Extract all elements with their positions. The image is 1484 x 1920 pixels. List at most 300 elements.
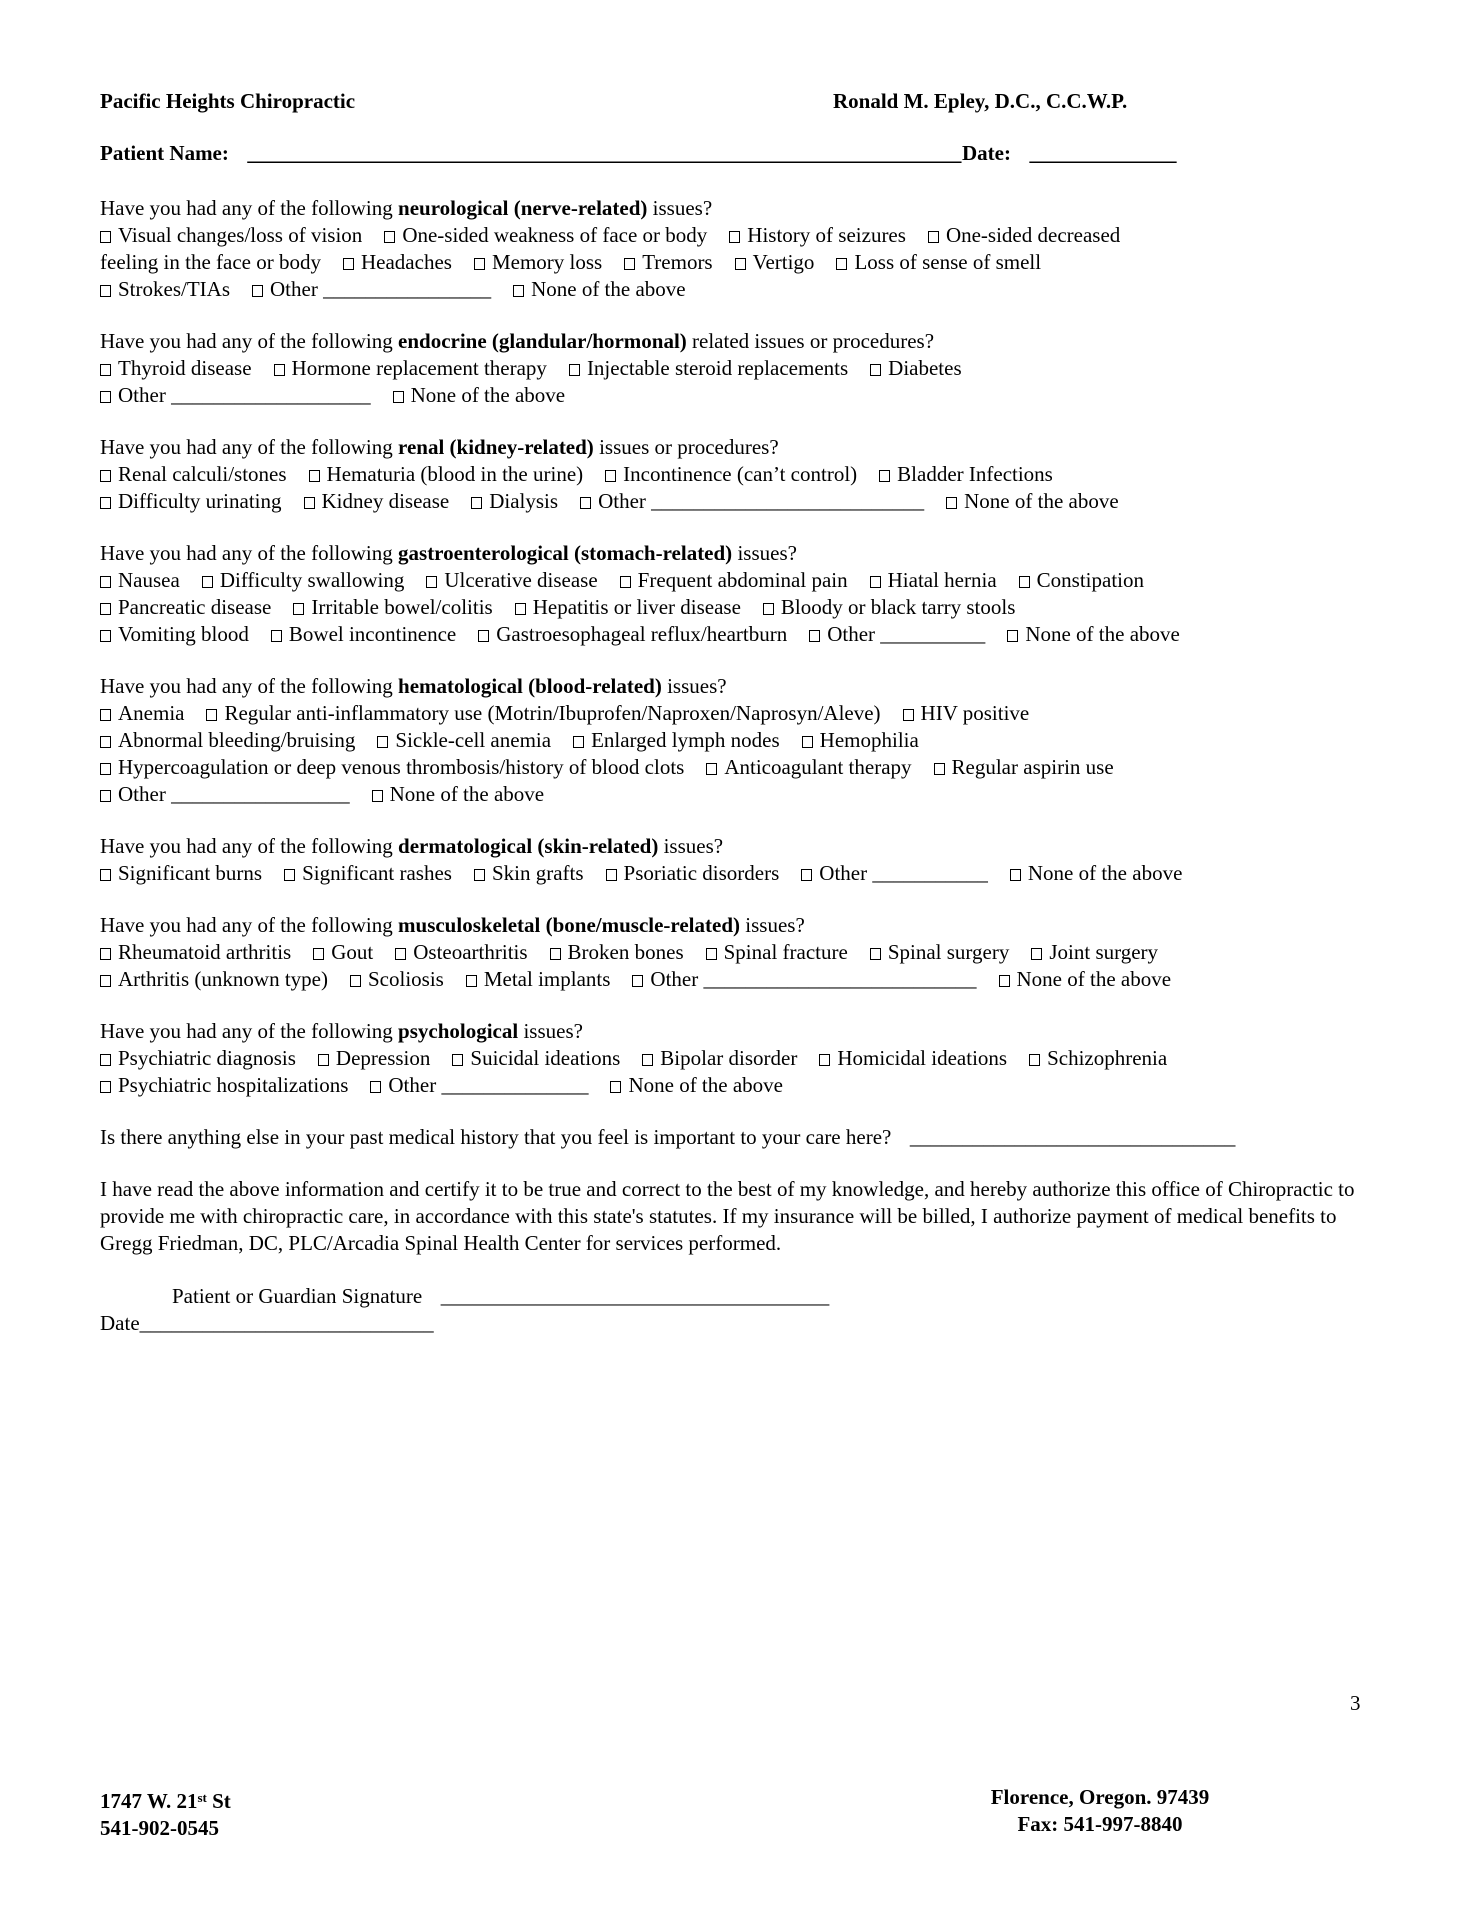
checkbox-musculoskeletal-osteoarthritis[interactable] [395,948,406,960]
question-endocrine [100,328,1388,355]
checkbox-renal-incontinence-can-t-control[interactable] [605,470,616,482]
option-label: Other __________ [827,622,986,646]
additional-history-question: Is there anything else in your past medical history that you feel is important to your care here? [100,1125,892,1149]
form-header [100,88,1388,115]
option-label: None of the above [1025,622,1180,646]
checkbox-gastroenterological-other[interactable] [809,630,820,642]
option-renal-bladder-infections [879,462,1053,486]
checkbox-musculoskeletal-joint-surgery[interactable] [1031,948,1042,960]
option-gastroenterological-none-of-the-above [1007,622,1180,646]
date-label: Date: [962,141,1011,165]
option-label: Other ______________ [388,1073,589,1097]
option-neurological-visual-changes-loss-of-vision [100,223,362,247]
checkbox-renal-hematuria-blood-in-the-urine[interactable] [309,470,320,482]
checkbox-psychological-psychiatric-hospitalizations[interactable] [100,1081,111,1093]
checkbox-endocrine-hormone-replacement-therapy[interactable] [274,364,285,376]
section-dermatological [100,833,1388,887]
option-label: None of the above [1016,967,1172,991]
option-label: Hypercoagulation or deep venous thrombosis/history of blood clots [118,755,685,779]
question-suffix: issues? [647,196,713,220]
checkbox-endocrine-injectable-steroid-replacements[interactable] [569,364,580,376]
option-gastroenterological-irritable-bowel-colitis [293,595,492,619]
question-prefix: Have you had any of the following [100,541,399,565]
doctor-name: Ronald M. Epley, D.C., C.C.W.P. [833,89,1128,113]
checkbox-endocrine-none-of-the-above[interactable] [393,391,404,403]
checkbox-dermatological-significant-burns[interactable] [100,869,111,881]
question-topic: psychological [398,1019,519,1043]
section-endocrine [100,328,1388,409]
checkbox-hematological-regular-anti-inflammatory-use-motrin-ibu[interactable] [206,709,217,721]
question-topic: endocrine (glandular/hormonal) [398,329,687,353]
option-musculoskeletal-metal-implants [466,967,611,991]
option-label: Psychiatric hospitalizations [118,1073,349,1097]
checkbox-endocrine-thyroid-disease[interactable] [100,364,111,376]
option-label: Gastroesophageal reflux/heartburn [496,622,788,646]
option-dermatological-none-of-the-above [1010,861,1183,885]
patient-info-row [100,140,1388,167]
option-line [100,939,1388,966]
option-label: Arthritis (unknown type) [118,967,328,991]
option-label: Incontinence (can’t control) [623,462,858,486]
question-hematological [100,673,1388,700]
option-gastroenterological-bowel-incontinence [271,622,456,646]
option-hematological-regular-anti-inflammatory-use-motrin-ibu [206,701,880,725]
question-prefix: Have you had any of the following [100,329,399,353]
option-renal-hematuria-blood-in-the-urine [309,462,584,486]
option-neurological-history-of-seizures [729,223,906,247]
option-hematological-hypercoagulation-or-deep-venous-thrombos [100,755,684,779]
option-neurological-one-sided-weakness-of-face-or-body [384,223,707,247]
checkbox-neurological-vertigo[interactable] [735,258,746,270]
option-label: None of the above [964,489,1119,513]
signature-date-field[interactable]: ____________________________ [139,1311,434,1335]
option-label: Tremors [642,250,713,274]
option-label: Ulcerative disease [444,568,598,592]
section-gastroenterological [100,540,1388,648]
section-musculoskeletal [100,912,1388,993]
option-label: Nausea [118,568,180,592]
option-psychological-none-of-the-above [610,1073,783,1097]
option-endocrine-diabetes [870,356,961,380]
option-label: HIV positive [920,701,1030,725]
option-dermatological-skin-grafts [474,861,584,885]
signature-date-label: Date [100,1311,140,1335]
option-line [100,727,1388,754]
question-topic: neurological (nerve-related) [398,196,648,220]
checkbox-renal-other[interactable] [580,497,591,509]
question-suffix: issues? [661,674,727,698]
option-label: One-sided decreased [945,223,1121,247]
checkbox-musculoskeletal-other[interactable] [632,975,643,987]
option-gastroenterological-frequent-abdominal-pain [620,568,848,592]
option-label: feeling in the face or body [100,250,321,274]
checkbox-gastroenterological-constipation[interactable] [1019,576,1030,588]
checkbox-dermatological-significant-rashes[interactable] [284,869,295,881]
question-topic: dermatological (skin-related) [398,834,659,858]
checkbox-renal-dialysis[interactable] [471,497,482,509]
option-label: Loss of sense of smell [854,250,1042,274]
option-label: Metal implants [483,967,611,991]
checkbox-hematological-none-of-the-above[interactable] [372,790,383,802]
checkbox-dermatological-skin-grafts[interactable] [474,869,485,881]
option-musculoskeletal-scoliosis [350,967,444,991]
footer-city-block [930,1784,1270,1838]
option-label: None of the above [410,383,566,407]
option-line [100,276,1388,303]
option-label: None of the above [1027,861,1183,885]
option-hematological-abnormal-bleeding-bruising [100,728,355,752]
option-neurological-none-of-the-above [513,277,686,301]
option-label: Spinal fracture [723,940,848,964]
option-label: Depression [335,1046,431,1070]
checkbox-renal-difficulty-urinating[interactable] [100,497,111,509]
option-label: Hormone replacement therapy [291,356,547,380]
checkbox-gastroenterological-pancreatic-disease[interactable] [100,603,111,615]
checkbox-neurological-strokes-tias[interactable] [100,285,111,297]
option-dermatological-other [801,861,988,885]
section-neurological [100,195,1388,303]
question-suffix: issues? [740,913,805,937]
question-suffix: issues? [732,541,797,565]
option-label: None of the above [531,277,686,301]
option-label: Suicidal ideations [470,1046,621,1070]
option-label: Constipation [1036,568,1144,592]
option-label: Other _________________ [118,782,350,806]
option-endocrine-none-of-the-above [393,383,566,407]
option-gastroenterological-gastroesophageal-reflux-heartburn [478,622,787,646]
option-line [100,966,1388,993]
checkbox-hematological-hypercoagulation-or-deep-venous-thrombos[interactable] [100,763,111,775]
question-topic: musculoskeletal (bone/muscle-related) [398,913,741,937]
checkbox-neurological-other[interactable] [252,285,263,297]
option-label: None of the above [389,782,545,806]
checkbox-neurological-loss-of-sense-of-smell[interactable] [836,258,847,270]
option-label: One-sided weakness of face or body [402,223,708,247]
checkbox-endocrine-diabetes[interactable] [870,364,881,376]
footer-city-line: Florence, Oregon. 97439 [990,1785,1210,1809]
option-label: Kidney disease [321,489,450,513]
checkbox-hematological-anticoagulant-therapy[interactable] [706,763,717,775]
option-label: Bipolar disorder [660,1046,798,1070]
checkbox-neurological-one-sided-decreased[interactable] [928,231,939,243]
footer-address-pre: 1747 W. 21 [100,1789,198,1813]
section-psychological [100,1018,1388,1099]
option-neurological-vertigo [735,250,815,274]
option-label: Other __________________________ [650,967,977,991]
option-label: Anticoagulant therapy [724,755,912,779]
question-suffix: issues? [518,1019,583,1043]
question-prefix: Have you had any of the following [100,435,399,459]
checkbox-gastroenterological-frequent-abdominal-pain[interactable] [620,576,631,588]
checkbox-gastroenterological-vomiting-blood[interactable] [100,630,111,642]
option-label: Injectable steroid replacements [586,356,849,380]
option-label: Hemophilia [819,728,919,752]
patient-name-label: Patient Name: [100,141,229,165]
option-label: Visual changes/loss of vision [118,223,363,247]
question-renal [100,434,1388,461]
option-gastroenterological-bloody-or-black-tarry-stools [763,595,1015,619]
option-dermatological-psoriatic-disorders [606,861,780,885]
option-hematological-anemia [100,701,184,725]
option-line [100,382,1388,409]
checkbox-hematological-regular-aspirin-use[interactable] [934,763,945,775]
option-psychological-suicidal-ideations [452,1046,620,1070]
option-label: Enlarged lymph nodes [591,728,780,752]
option-renal-difficulty-urinating [100,489,282,513]
option-endocrine-hormone-replacement-therapy [274,356,547,380]
checkbox-renal-renal-calculi-stones[interactable] [100,470,111,482]
option-hematological-hemophilia [802,728,919,752]
checkbox-psychological-psychiatric-diagnosis[interactable] [100,1054,111,1066]
checkbox-gastroenterological-nausea[interactable] [100,576,111,588]
signature-field[interactable]: _____________________________________ [440,1284,830,1308]
option-label: Other ________________ [270,277,492,301]
checkbox-musculoskeletal-rheumatoid-arthritis[interactable] [100,948,111,960]
option-line [100,621,1388,648]
checkbox-hematological-sickle-cell-anemia[interactable] [377,736,388,748]
option-label: Irritable bowel/colitis [311,595,493,619]
option-dermatological-significant-burns [100,861,262,885]
checkbox-hematological-abnormal-bleeding-bruising[interactable] [100,736,111,748]
question-psychological [100,1018,1388,1045]
option-line [100,754,1388,781]
checkbox-hematological-hemophilia[interactable] [802,736,813,748]
option-label: Diabetes [888,356,962,380]
option-line [100,488,1388,515]
sections [100,195,1388,1099]
option-line [100,567,1388,594]
option-renal-incontinence-can-t-control [605,462,857,486]
checkbox-neurological-visual-changes-loss-of-vision[interactable] [100,231,111,243]
option-gastroenterological-ulcerative-disease [426,568,597,592]
footer-phone: 541-902-0545 [100,1816,219,1840]
option-musculoskeletal-arthritis-unknown-type [100,967,328,991]
option-label: Scoliosis [367,967,444,991]
option-renal-kidney-disease [304,489,450,513]
option-label: Other __________________________ [598,489,925,513]
checkbox-hematological-other[interactable] [100,790,111,802]
option-psychological-schizophrenia [1029,1046,1167,1070]
checkbox-psychological-depression[interactable] [318,1054,329,1066]
patient-name-field[interactable]: ____________________________________________________________________ [247,141,962,165]
option-hematological-other [100,782,350,806]
checkbox-gastroenterological-irritable-bowel-colitis[interactable] [293,603,304,615]
checkbox-musculoskeletal-none-of-the-above[interactable] [999,975,1010,987]
checkbox-psychological-schizophrenia[interactable] [1029,1054,1040,1066]
form-content [100,88,1388,1337]
option-psychological-homicidal-ideations [819,1046,1007,1070]
question-prefix: Have you had any of the following [100,834,399,858]
option-endocrine-other [100,383,371,407]
checkbox-endocrine-other[interactable] [100,391,111,403]
option-label: Skin grafts [491,861,584,885]
checkbox-neurological-tremors[interactable] [624,258,635,270]
option-gastroenterological-constipation [1019,568,1144,592]
option-label: Psoriatic disorders [623,861,780,885]
option-label: Bowel incontinence [288,622,457,646]
option-line [100,249,1388,276]
option-line [100,1045,1388,1072]
checkbox-psychological-suicidal-ideations[interactable] [452,1054,463,1066]
checkbox-psychological-bipolar-disorder[interactable] [642,1054,653,1066]
option-label: Schizophrenia [1047,1046,1168,1070]
question-prefix: Have you had any of the following [100,1019,399,1043]
clinic-name: Pacific Heights Chiropractic [100,89,356,113]
option-label: Frequent abdominal pain [637,568,848,592]
checkbox-gastroenterological-bowel-incontinence[interactable] [271,630,282,642]
option-psychological-psychiatric-diagnosis [100,1046,296,1070]
question-neurological [100,195,1388,222]
checkbox-gastroenterological-none-of-the-above[interactable] [1007,630,1018,642]
checkbox-renal-none-of-the-above[interactable] [946,497,957,509]
section-hematological [100,673,1388,808]
option-label: Regular aspirin use [951,755,1114,779]
section-renal [100,434,1388,515]
option-label: Hiatal hernia [887,568,997,592]
checkbox-musculoskeletal-scoliosis[interactable] [350,975,361,987]
option-gastroenterological-difficulty-swallowing [202,568,405,592]
option-musculoskeletal-joint-surgery [1031,940,1158,964]
option-psychological-other [370,1073,588,1097]
option-renal-dialysis [471,489,558,513]
checkbox-gastroenterological-gastroesophageal-reflux-heartburn[interactable] [478,630,489,642]
date-field[interactable]: ______________ [1029,141,1177,165]
option-label: Bloody or black tarry stools [780,595,1016,619]
checkbox-neurological-history-of-seizures[interactable] [729,231,740,243]
option-musculoskeletal-broken-bones [550,940,684,964]
checkbox-neurological-memory-loss[interactable] [474,258,485,270]
checkbox-psychological-homicidal-ideations[interactable] [819,1054,830,1066]
option-label: Joint surgery [1049,940,1159,964]
checkbox-dermatological-none-of-the-above[interactable] [1010,869,1021,881]
checkbox-neurological-headaches[interactable] [343,258,354,270]
signature-label: Patient or Guardian Signature [172,1284,423,1308]
option-label: History of seizures [747,223,906,247]
option-neurological-strokes-tias [100,277,230,301]
checkbox-neurological-none-of-the-above[interactable] [513,285,524,297]
option-gastroenterological-other [809,622,985,646]
option-neurological-memory-loss [474,250,602,274]
additional-history-row [100,1124,1388,1151]
footer-address-sup: st [197,1790,207,1805]
option-line [100,594,1388,621]
checkbox-musculoskeletal-spinal-fracture[interactable] [706,948,717,960]
option-label: Vertigo [752,250,815,274]
option-endocrine-thyroid-disease [100,356,252,380]
option-label: Osteoarthritis [413,940,528,964]
option-line [100,355,1388,382]
option-label: Significant burns [118,861,263,885]
option-label: Hematuria (blood in the urine) [326,462,584,486]
checkbox-musculoskeletal-gout[interactable] [313,948,324,960]
checkbox-dermatological-psoriatic-disorders[interactable] [606,869,617,881]
option-line [100,781,1388,808]
checkbox-gastroenterological-bloody-or-black-tarry-stools[interactable] [763,603,774,615]
question-musculoskeletal [100,912,1388,939]
option-label: Gout [331,940,374,964]
checkbox-neurological-one-sided-weakness-of-face-or-body[interactable] [384,231,395,243]
checkbox-gastroenterological-hepatitis-or-liver-disease[interactable] [515,603,526,615]
signature-row [100,1283,1388,1310]
option-musculoskeletal-gout [313,940,373,964]
page-number: 3 [1350,1691,1361,1715]
checkbox-gastroenterological-difficulty-swallowing[interactable] [202,576,213,588]
option-musculoskeletal-other [632,967,976,991]
option-neurological-other [252,277,491,301]
option-line [100,860,1388,887]
question-prefix: Have you had any of the following [100,674,399,698]
option-label: Abnormal bleeding/bruising [118,728,356,752]
additional-history-field[interactable]: _______________________________ [909,1125,1236,1149]
checkbox-psychological-none-of-the-above[interactable] [610,1081,621,1093]
option-gastroenterological-nausea [100,568,180,592]
checkbox-hematological-enlarged-lymph-nodes[interactable] [573,736,584,748]
option-psychological-bipolar-disorder [642,1046,797,1070]
option-label: Other ___________ [819,861,988,885]
option-renal-none-of-the-above [946,489,1119,513]
checkbox-renal-bladder-infections[interactable] [879,470,890,482]
option-label: Thyroid disease [118,356,252,380]
option-gastroenterological-pancreatic-disease [100,595,271,619]
option-label: Dialysis [489,489,559,513]
option-label: Rheumatoid arthritis [118,940,292,964]
option-musculoskeletal-osteoarthritis [395,940,527,964]
option-hematological-regular-aspirin-use [934,755,1114,779]
question-topic: gastroenterological (stomach-related) [398,541,733,565]
option-label: Hepatitis or liver disease [532,595,741,619]
option-label: Anemia [118,701,185,725]
checkbox-musculoskeletal-broken-bones[interactable] [550,948,561,960]
option-musculoskeletal-rheumatoid-arthritis [100,940,291,964]
option-musculoskeletal-spinal-fracture [706,940,848,964]
checkbox-musculoskeletal-metal-implants[interactable] [466,975,477,987]
checkbox-gastroenterological-ulcerative-disease[interactable] [426,576,437,588]
checkbox-gastroenterological-hiatal-hernia[interactable] [870,576,881,588]
option-label: Renal calculi/stones [118,462,287,486]
option-line [100,700,1388,727]
question-suffix: issues or procedures? [593,435,779,459]
question-suffix: issues? [658,834,724,858]
option-label: Vomiting blood [118,622,249,646]
question-suffix: related issues or procedures? [686,329,935,353]
checkbox-psychological-other[interactable] [370,1081,381,1093]
question-prefix: Have you had any of the following [100,196,399,220]
option-label: Strokes/TIAs [118,277,230,301]
option-label: Significant rashes [302,861,452,885]
option-gastroenterological-hiatal-hernia [870,568,997,592]
option-hematological-none-of-the-above [372,782,545,806]
checkbox-dermatological-other[interactable] [801,869,812,881]
option-text-neurological-feeling-in-the-face-or-body [100,250,321,274]
checkbox-musculoskeletal-arthritis-unknown-type[interactable] [100,975,111,987]
signature-date-row [100,1310,1388,1337]
option-label: Spinal surgery [887,940,1010,964]
certification-paragraph: I have read the above information and certify it to be true and correct to the best of my knowledge, and hereby authorize this office of Chiropractic to provide me with chiropractic care, in accordance with this state's statutes. If my insurance will be billed, I authorize payment of medical benefits to Gregg Friedman, DC, PLC/Arcadia Spinal Health Center for services performed. [100,1177,1355,1255]
option-label: Homicidal ideations [837,1046,1008,1070]
checkbox-renal-kidney-disease[interactable] [304,497,315,509]
option-renal-renal-calculi-stones [100,462,287,486]
question-topic: hematological (blood-related) [398,674,662,698]
checkbox-hematological-anemia[interactable] [100,709,111,721]
checkbox-hematological-hiv-positive[interactable] [903,709,914,721]
option-label: None of the above [628,1073,783,1097]
option-label: Pancreatic disease [118,595,272,619]
option-line [100,222,1388,249]
option-endocrine-injectable-steroid-replacements [569,356,848,380]
option-label: Broken bones [567,940,684,964]
option-label: Memory loss [491,250,603,274]
checkbox-musculoskeletal-spinal-surgery[interactable] [870,948,881,960]
